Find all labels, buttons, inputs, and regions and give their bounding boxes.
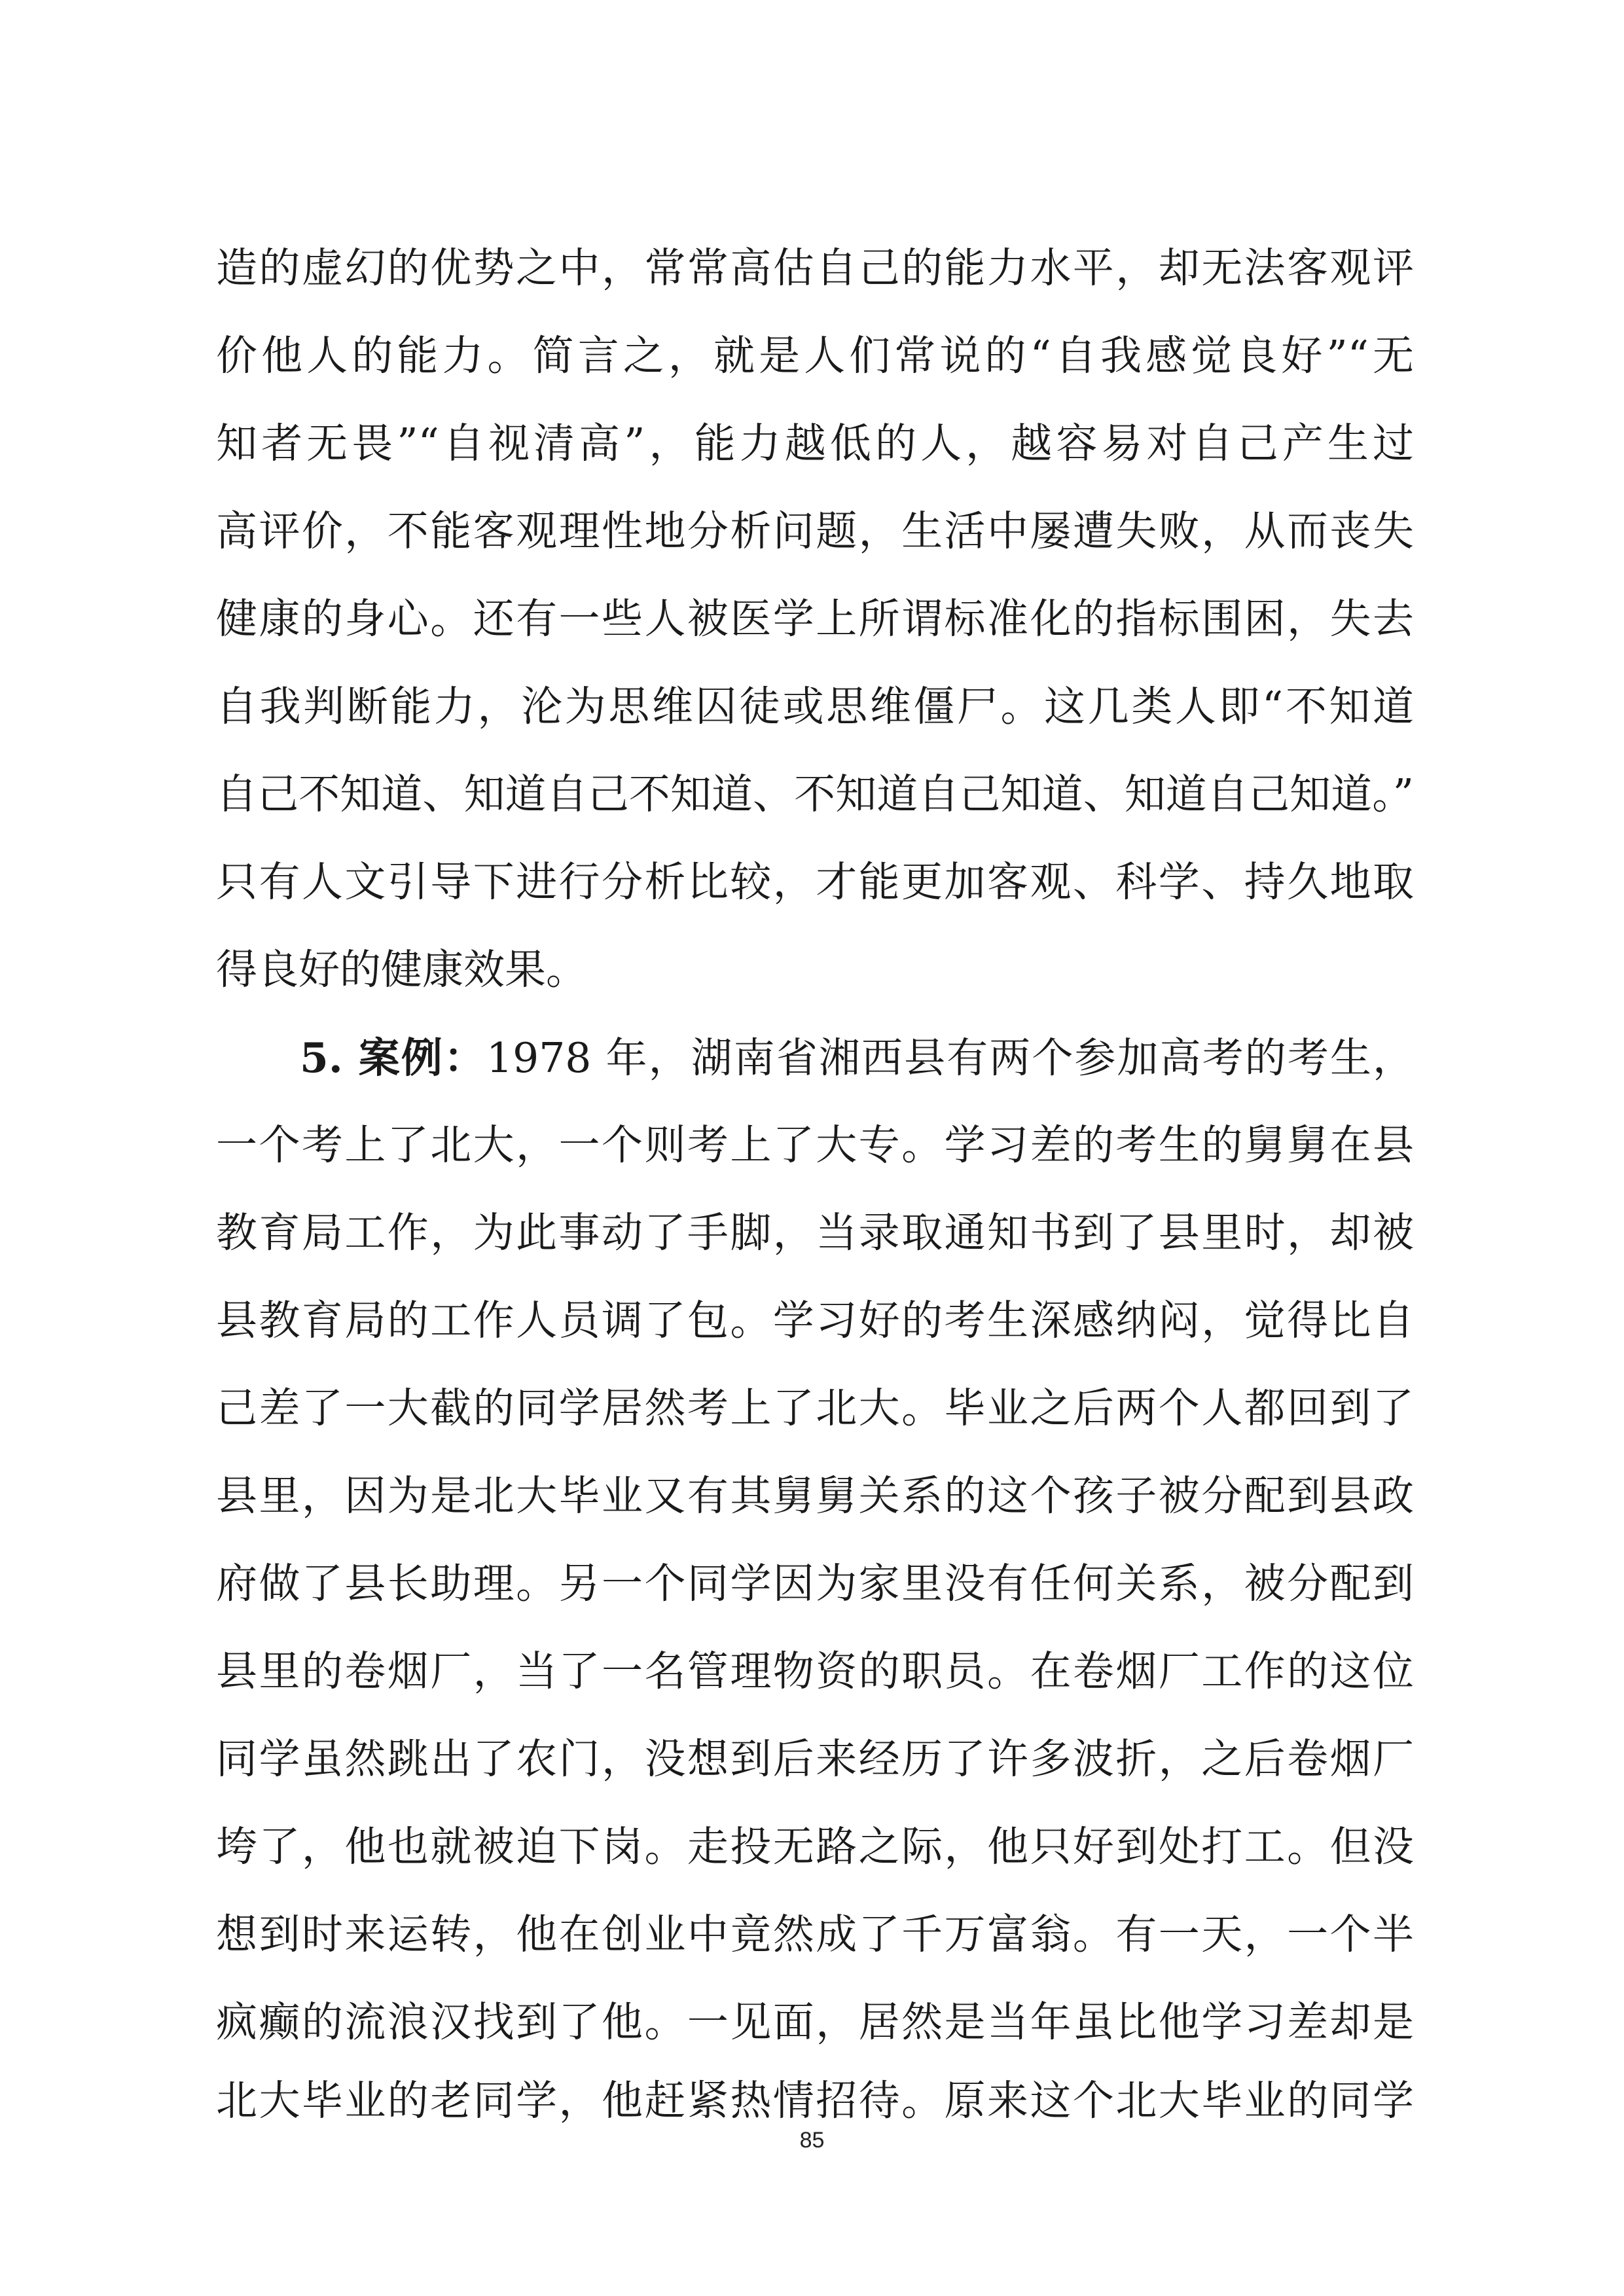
body-text-line: 得良好的健康效果。: [216, 946, 587, 994]
body-text-line: 健康的身心。还有一些人被医学上所谓标准化的指标围困，失去: [216, 595, 1414, 643]
body-text-line: 府做了县长助理。另一个同学因为家里没有任何关系，被分配到: [216, 1560, 1414, 1607]
body-text-line: 想到时来运转，他在创业中竟然成了千万富翁。有一天，一个半: [216, 1910, 1414, 1958]
body-text-line: 同学虽然跳出了农门，没想到后来经历了许多波折，之后卷烟厂: [216, 1735, 1414, 1783]
body-text-line: 自己不知道、知道自己不知道、不知道自己知道、知道自己知道。”: [216, 770, 1414, 818]
body-text-line: 县里的卷烟厂，当了一名管理物资的职员。在卷烟厂工作的这位: [216, 1647, 1414, 1695]
body-text-line: 教育局工作，为此事动了手脚，当录取通知书到了县里时，却被: [216, 1209, 1414, 1257]
case-first-line-text: 1978 年，湖南省湘西县有两个参加高考的考生，: [486, 1034, 1414, 1082]
body-text-line: 自我判断能力，沦为思维囚徒或思维僵尸。这几类人即“不知道: [216, 683, 1414, 730]
body-text-line: 知者无畏”“自视清高”，能力越低的人，越容易对自己产生过: [216, 420, 1414, 467]
body-text-line: 疯癫的流浪汉找到了他。一见面，居然是当年虽比他学习差却是: [216, 1998, 1414, 2046]
body-text-line: 一个考上了北大，一个则考上了大专。学习差的考生的舅舅在县: [216, 1121, 1414, 1169]
page-number: 85: [799, 2128, 825, 2153]
case-heading-line: [300, 1012, 1414, 1103]
body-text-line: 造的虚幻的优势之中，常常高估自己的能力水平，却无法客观评: [216, 244, 1414, 292]
body-text-line: 县里，因为是北大毕业又有其舅舅关系的这个孩子被分配到县政: [216, 1472, 1414, 1520]
body-text-line: 价他人的能力。简言之，就是人们常说的“自我感觉良好”“无: [216, 332, 1414, 380]
body-text-line: 只有人文引导下进行分析比较，才能更加客观、科学、持久地取: [216, 858, 1414, 906]
body-text-line: 垮了，他也就被迫下岗。走投无路之际，他只好到处打工。但没: [216, 1823, 1414, 1871]
body-text-line: 高评价，不能客观理性地分析问题，生活中屡遭失败，从而丧失: [216, 507, 1414, 555]
body-text-line: 己差了一大截的同学居然考上了北大。毕业之后两个人都回到了: [216, 1384, 1414, 1432]
case-heading: 5. 案例：: [300, 1033, 487, 1082]
body-text-line: 北大毕业的老同学，他赶紧热情招待。原来这个北大毕业的同学: [216, 2077, 1414, 2125]
body-text-line: 县教育局的工作人员调了包。学习好的考生深感纳闷，觉得比自: [216, 1297, 1414, 1344]
